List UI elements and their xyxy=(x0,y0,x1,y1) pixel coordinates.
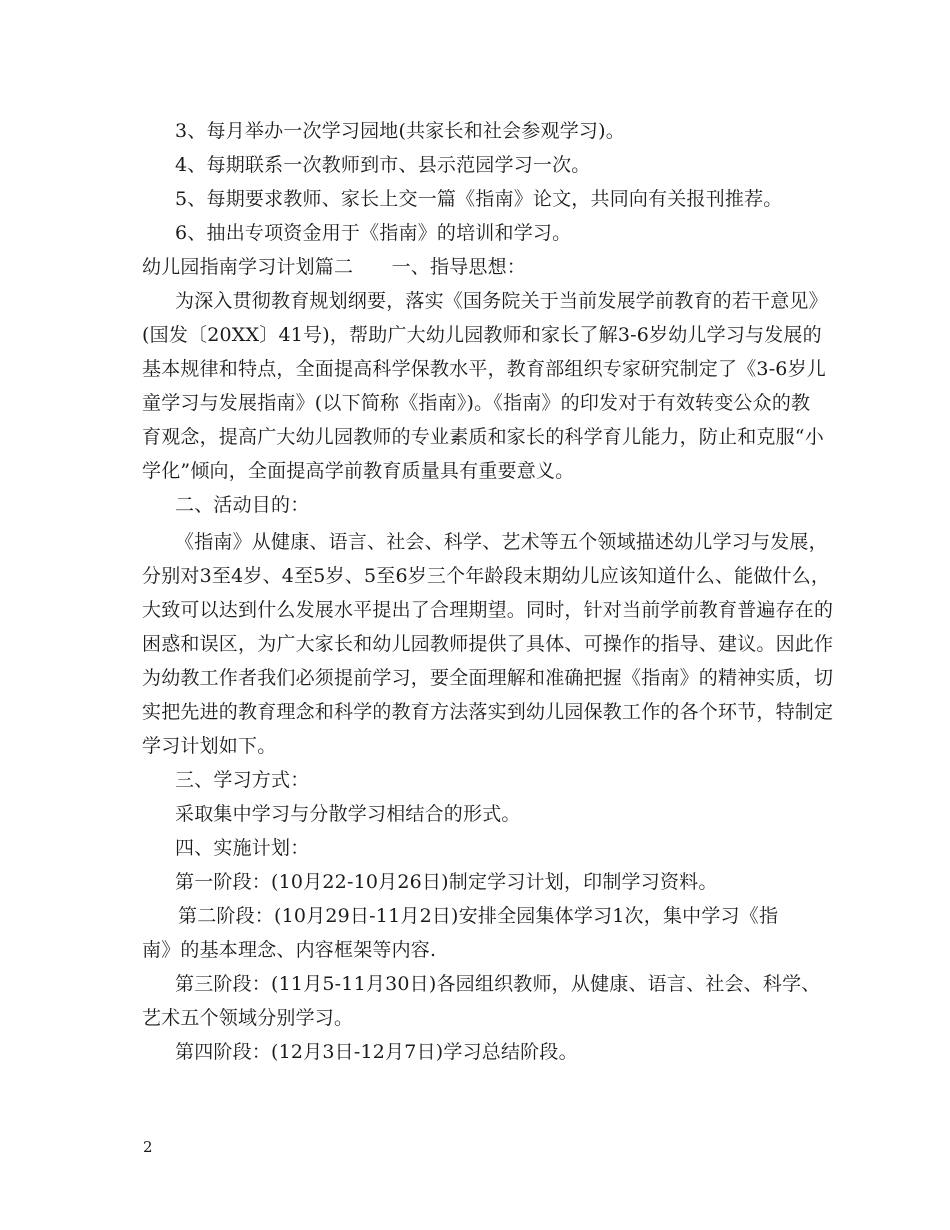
text-line: 3、每月举办一次学习园地(共家长和社会参观学习)。 xyxy=(175,120,625,142)
text-line: 南》的基本理念、内容框架等内容. xyxy=(142,939,437,961)
text-line: 《指南》从健康、语言、社会、科学、艺术等五个领域描述幼儿学习与发展， xyxy=(175,531,828,553)
text-line: 实把先进的教育理念和科学的教育方法落实到幼儿园保教工作的各个环节，特制定 xyxy=(142,701,834,723)
text-line: 艺术五个领域分别学习。 xyxy=(142,1007,354,1029)
text-line: 大致可以达到什么发展水平提出了合理期望。同时，针对当前学前教育普遍存在的 xyxy=(142,599,834,621)
text-line: 学化”倾向，全面提高学前教育质量具有重要意义。 xyxy=(142,460,575,482)
text-line: 为深入贯彻教育规划纲要，落实《国务院关于当前发展学前教育的若干意见》 xyxy=(175,290,828,312)
text-line: 第四阶段：(12月3日-12月7日)学习总结阶段。 xyxy=(175,1041,578,1063)
text-line: 困惑和误区，为广大家长和幼儿园教师提供了具体、可操作的指导、建议。因此作 xyxy=(142,633,834,655)
page-number: 2 xyxy=(143,1138,153,1156)
text-line: 分别对3至4岁、4至5岁、5至6岁三个年龄段末期幼儿应该知道什么、能做什么， xyxy=(142,565,831,587)
section-heading: 三、学习方式： xyxy=(175,769,310,791)
text-line: 为幼教工作者我们必须提前学习，要全面理解和准确把握《指南》的精神实质，切 xyxy=(142,667,834,689)
text-line: 第一阶段：(10月22-10月26日)制定学习计划，印制学习资料。 xyxy=(175,871,718,893)
text-line: 学习计划如下。 xyxy=(142,735,277,757)
text-line: 4、每期联系一次教师到市、县示范园学习一次。 xyxy=(175,154,591,176)
text-line: 第二阶段：(10月29日-11月2日)安排全园集体学习1次，集中学习《指 xyxy=(178,905,779,927)
section-heading: 幼儿园指南学习计划篇二 一、指导思想： xyxy=(142,256,527,278)
text-line: (国发〔20XX〕41号)，帮助广大幼儿园教师和家长了解3-6岁幼儿学习与发展的 xyxy=(142,324,822,346)
text-line: 育观念，提高广大幼儿园教师的专业素质和家长的科学育儿能力，防止和克服“小 xyxy=(142,426,824,448)
section-heading: 二、活动目的： xyxy=(175,494,310,516)
text-line: 采取集中学习与分散学习相结合的形式。 xyxy=(175,803,521,825)
text-line: 5、每期要求教师、家长上交一篇《指南》论文，共同向有关报刊推荐。 xyxy=(175,188,783,210)
text-line: 第三阶段：(11月5-11月30日)各园组织教师，从健康、语言、社会、科学、 xyxy=(175,973,821,995)
section-heading: 四、实施计划： xyxy=(175,837,310,859)
text-line: 6、抽出专项资金用于《指南》的培训和学习。 xyxy=(175,222,572,244)
text-line: 基本规律和特点，全面提高科学保教水平，教育部组织专家研究制定了《3-6岁儿 xyxy=(142,358,826,380)
text-line: 童学习与发展指南》(以下简称《指南》)。《指南》的印发对于有效转变公众的教 xyxy=(142,392,811,414)
